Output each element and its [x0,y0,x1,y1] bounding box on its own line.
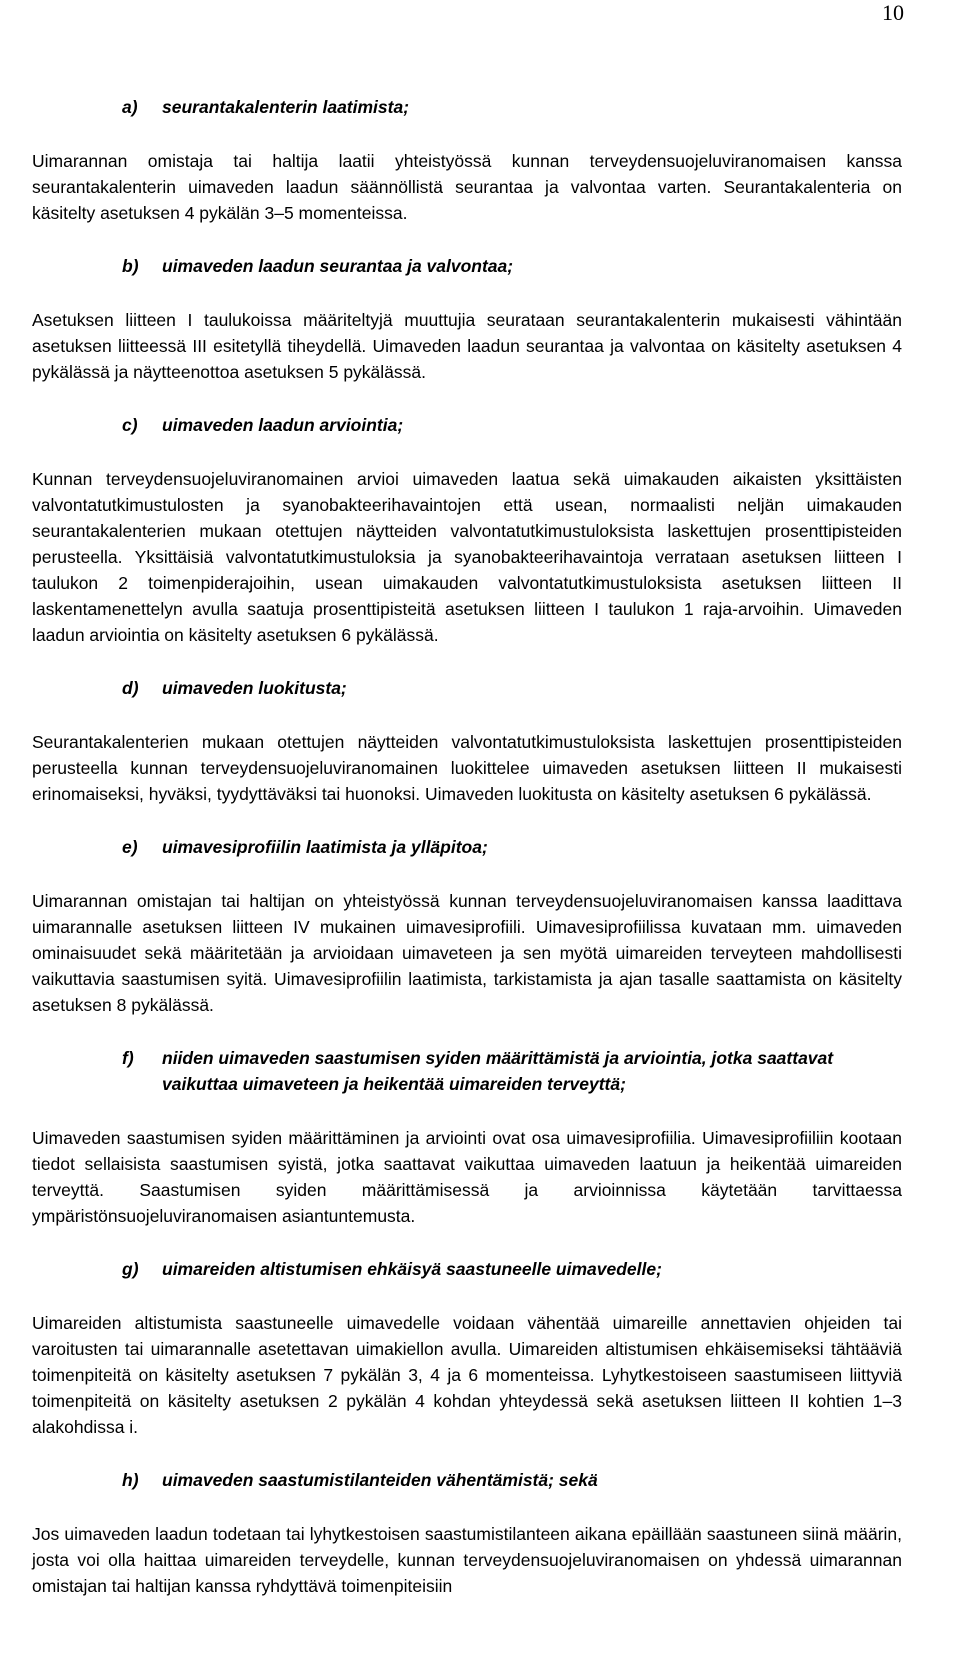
section-paragraph-e: Uimarannan omistajan tai haltijan on yhteistyössä kunnan terveydensuojeluviranomaisen kanssa laadittava uimarannalle asetuksen liitteen IV mukainen uimavesiprofiili. Uimavesiprofiilissa kuvataan mm. uimaveden ominaisuudet sekä määritetään ja arvioidaan uimaveteen ja sen myötä uimareiden terveyteen mahdollisesti vaikuttavia saastumisen syitä. Uimavesiprofiilin laatimista, tarkistamista ja ajan tasalle saattamista on käsitelty asetuksen 8 pykälässä. [32,891,902,1015]
section-label: a) [122,97,138,117]
section-label: e) [122,837,138,857]
section-heading-f [122,1045,902,1097]
section-paragraph-g: Uimareiden altistumista saastuneelle uimavedelle voidaan vähentää uimareille annettavien ohjeiden tai varoitusten tai uimarannalle asetettavan uimakiellon avulla. Uimareiden altistumisen ehkäisemiseksi tähtääviä toimenpiteitä on käsitelty asetuksen 7 pykälän 3, 4 ja 6 momenteissa. Lyhytkestoiseen saastumiseen liittyviä toimenpiteitä on käsitelty asetuksen 2 pykälän 4 kohdan yhteydessä sekä asetuksen liitteen II kohtien 1–3 alakohdissa i. [32,1313,902,1437]
section-heading-e [122,834,902,860]
section-heading-g [122,1256,902,1282]
section-title: uimaveden luokitusta; [162,678,347,698]
section-heading-h [122,1467,902,1493]
section-heading-d [122,675,902,701]
section-label: h) [122,1470,139,1490]
section-title: niiden uimaveden saastumisen syiden määrittämistä ja arviointia, jotka saattavat vaikuttaa uimaveteen ja heikentää uimareiden terveyttä; [162,1048,834,1094]
section-label: d) [122,678,139,698]
section-heading-a [122,94,902,120]
section-paragraph-c: Kunnan terveydensuojeluviranomainen arvioi uimaveden laatua sekä uimakauden aikaisten yksittäisten valvontatutkimustulosten ja syanobakteerihavaintojen että usean, normaalisti neljän uimakauden seurantakalenterien mukaan otettujen näytteiden valvontatutkimustuloksista laskettujen prosenttipisteiden perusteella. Yksittäisiä valvontatutkimustuloksia ja syanobakteerihavaintoja verrataan asetuksen liitteen I taulukon 2 toimenpiderajoihin, usean uimakauden valvontatutkimustuloksista asetuksen liitteen II laskentamenettelyn avulla saatuja prosenttipisteitä asetuksen liitteen I taulukon 1 raja-arvoihin. Uimaveden laadun arviointia on käsitelty asetuksen 6 pykälässä. [32,469,902,645]
section-heading-b [122,253,902,279]
section-title: uimaveden laadun seurantaa ja valvontaa; [162,256,514,276]
section-title: seurantakalenterin laatimista; [162,97,410,117]
section-label: f) [122,1048,134,1068]
section-heading-c [122,412,902,438]
document-body [32,94,902,1626]
section-title: uimaveden saastumistilanteiden vähentämistä; sekä [162,1470,598,1490]
page-number: 10 [882,0,904,25]
section-paragraph-b: Asetuksen liitteen I taulukoissa määriteltyjä muuttujia seurataan seurantakalenterin mukaisesti vähintään asetuksen liitteessä III esitetyllä tiheydellä. Uimaveden laadun seurantaa ja valvontaa on käsitelty asetuksen 4 pykälässä ja näytteenottoa asetuksen 5 pykälässä. [32,310,902,382]
section-label: b) [122,256,139,276]
section-paragraph-f: Uimaveden saastumisen syiden määrittäminen ja arviointi ovat osa uimavesiprofiilia. Uimavesiprofiiliin kootaan tiedot sellaisista saastumisen syistä, jotka saattavat vaikuttaa uimaveden laatuun ja heikentää uimareiden terveyttä. Saastumisen syiden määrittämisessä ja arvioinnissa käytetään tarvittaessa ympäristönsuojeluviranomaisen asiantuntemusta. [32,1128,902,1226]
section-label: c) [122,415,138,435]
section-paragraph-d: Seurantakalenterien mukaan otettujen näytteiden valvontatutkimustuloksista laskettujen prosenttipisteiden perusteella kunnan terveydensuojeluviranomainen luokittelee uimaveden asetuksen liitteen II mukaisesti erinomaiseksi, hyväksi, tyydyttäväksi tai huonoksi. Uimaveden luokitusta on käsitelty asetuksen 6 pykälässä. [32,732,902,804]
section-paragraph-h: Jos uimaveden laadun todetaan tai lyhytkestoisen saastumistilanteen aikana epäillään saastuneen siinä määrin, josta voi olla haittaa uimareiden terveydelle, kunnan terveydensuojeluviranomaisen on yhdessä uimarannan omistajan tai haltijan kanssa ryhdyttävä toimenpiteisiin [32,1524,902,1596]
section-title: uimaveden laadun arviointia; [162,415,404,435]
section-label: g) [122,1259,139,1279]
section-paragraph-a: Uimarannan omistaja tai haltija laatii yhteistyössä kunnan terveydensuojeluviranomaisen kanssa seurantakalenterin uimaveden laadun säännöllistä seurantaa ja valvontaa varten. Seurantakalenteria on käsitelty asetuksen 4 pykälän 3–5 momenteissa. [32,151,902,223]
section-title: uimareiden altistumisen ehkäisyä saastuneelle uimavedelle; [162,1259,662,1279]
section-title: uimavesiprofiilin laatimista ja ylläpitoa; [162,837,488,857]
